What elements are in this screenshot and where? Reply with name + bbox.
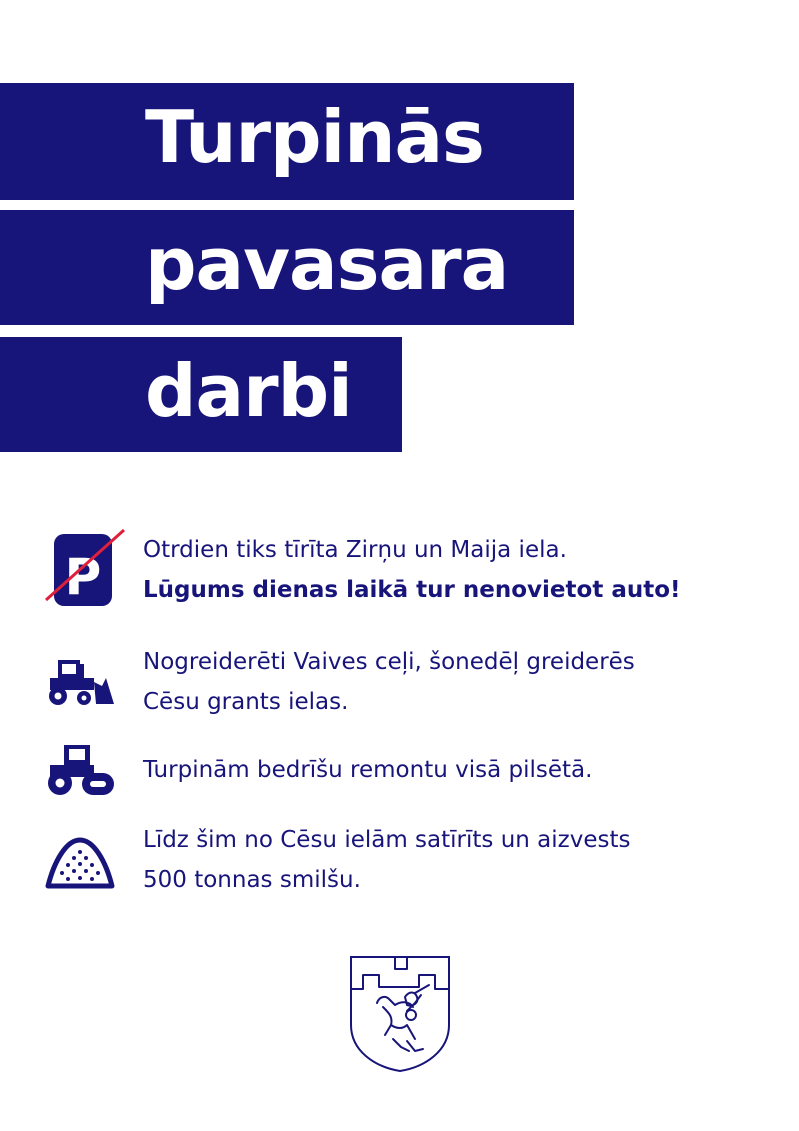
- loader-tractor-icon: [44, 658, 116, 710]
- road-roller-icon: [44, 743, 116, 801]
- headline-line-1: Turpinās: [145, 95, 484, 179]
- sand-pile-icon: [44, 834, 116, 894]
- notice-grading-line-1: Nogreiderēti Vaives ceļi, šonedēļ greiderēs: [143, 649, 635, 675]
- notice-parking-line-1: Otrdien tiks tīrīta Zirņu un Maija iela.: [143, 537, 567, 563]
- headline-bar-1: [0, 83, 574, 200]
- notice-sand-line-1: Līdz šim no Cēsu ielām satīrīts un aizvests: [143, 827, 631, 853]
- no-parking-icon: [44, 528, 126, 612]
- headline-line-3: darbi: [145, 349, 352, 433]
- svg-text:P: P: [64, 548, 102, 606]
- notice-parking-line-2: Lūgums dienas laikā tur nenovietot auto!: [143, 577, 681, 603]
- headline-bar-2: [0, 210, 574, 325]
- headline-bar-3: [0, 337, 402, 452]
- cesis-coat-of-arms-icon: [349, 955, 451, 1077]
- headline-line-2: pavasara: [145, 222, 509, 306]
- notice-grading-line-2: Cēsu grants ielas.: [143, 689, 349, 715]
- notice-potholes-line-1: Turpinām bedrīšu remontu visā pilsētā.: [143, 757, 593, 783]
- notice-sand-line-2: 500 tonnas smilšu.: [143, 867, 361, 893]
